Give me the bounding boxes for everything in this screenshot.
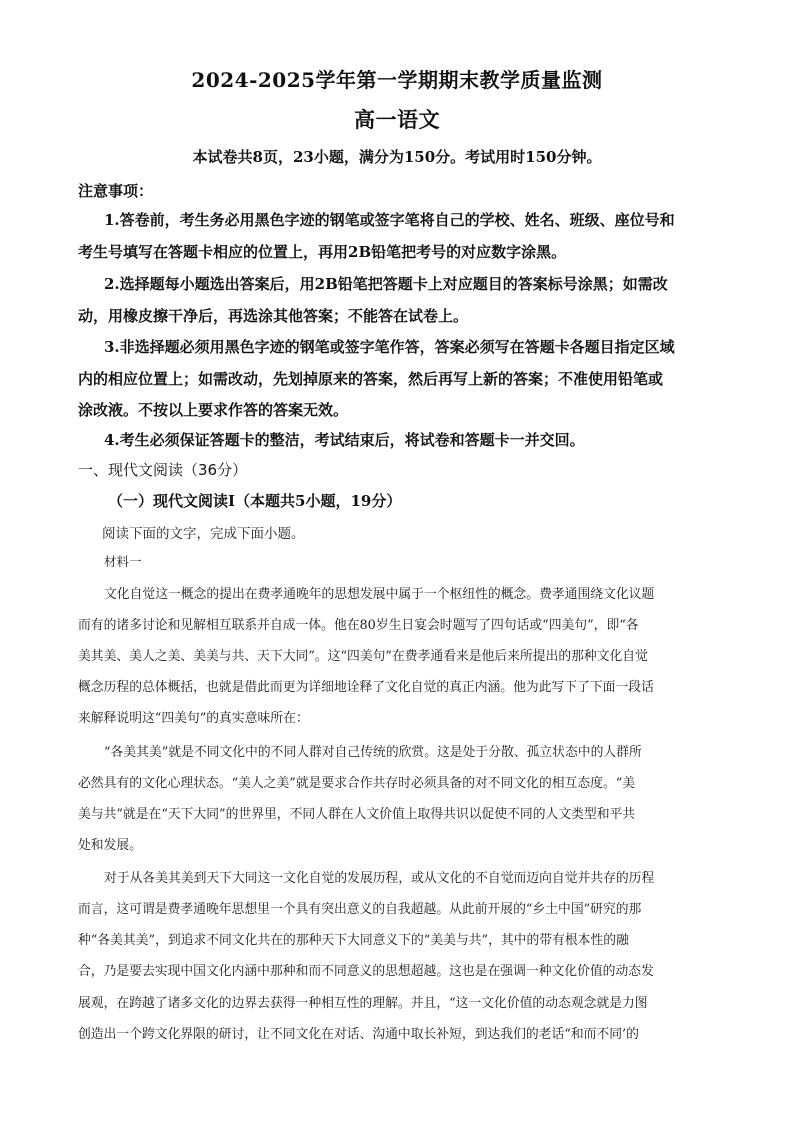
- passage-line: 美其美、美人之美、美美与共、天下大同”。这“四美句”在费孝通看来是他后来所提出的那种文化自觉: [78, 649, 648, 664]
- passage-line: 处和发展。: [78, 838, 142, 853]
- passage-line: 合，乃是要去实现中国文化内涵中那种和而不同意义的思想超越。这也是在强调一种文化价值的动态发: [78, 964, 654, 979]
- passage-line: 创造出一个跨文化界限的研讨，让不同文化在对话、沟通中取长补短，到达我们的老话“和而不同’的: [78, 1027, 639, 1042]
- passage-line: 而有的诸多讨论和见解相互联系并自成一体。他在80岁生日宴会时题写了四句话或“四美句”，即“各: [78, 618, 639, 633]
- passage-line: 来解释说明这“四美句”的真实意味所在：: [78, 711, 309, 726]
- passage-line: 必然具有的文化心理状态。“美人之美”就是要求合作共存时必须具备的对不同文化的相互态度。“美: [78, 776, 636, 791]
- subsection-heading: （一）现代文阅读Ⅰ（本题共5小题，19分）: [108, 492, 402, 510]
- exam-info: 本试卷共8页，23小题，满分为150分。考试用时150分钟。: [192, 148, 602, 166]
- notice-line: 1.答卷前，考生务必用黑色字迹的钢笔或签字笔将自己的学校、姓名、班级、座位号和: [104, 211, 675, 229]
- subject-title: 高一语文: [354, 107, 440, 132]
- notice-line: 3.非选择题必须用黑色字迹的钢笔或签字笔作答，答案必须写在答题卡各题目指定区域: [104, 338, 675, 356]
- passage-line: “各美其美”就是不同文化中的不同人群对自己传统的欣赏。这是处于分散、孤立状态中的人群所: [104, 745, 642, 760]
- notice-line: 4.考生必须保证答题卡的整洁，考试结束后，将试卷和答题卡一并交回。: [104, 431, 585, 449]
- passage-line: 而言，这可谓是费孝通晚年思想里一个具有突出意义的自我超越。从此前开展的“乡土中国”研究的那: [78, 902, 642, 917]
- notice-line: 考生号填写在答题卡相应的位置上，再用2B铅笔把考号的对应数字涂黑。: [78, 243, 567, 261]
- passage-line: 概念历程的总体概括，也就是借此而更为详细地诠释了文化自觉的真正内涵。他为此写下了下面一段话: [78, 680, 654, 695]
- notice-heading: 注意事项：: [78, 182, 154, 200]
- passage-line: 文化自觉这一概念的提出在费孝通晚年的思想发展中属于一个枢纽性的概念。费孝通围绕文化议题: [104, 587, 655, 602]
- notice-line: 2.选择题每小题选出答案后，用2B铅笔把答题卡上对应题目的答案标号涂黑；如需改: [104, 275, 668, 293]
- section-heading: 一、现代文阅读（36分）: [78, 461, 248, 479]
- material-label: 材料一: [104, 554, 142, 569]
- notice-line: 内的相应位置上；如需改动，先划掉原来的答案，然后再写上新的答案；不准使用铅笔或: [78, 370, 664, 388]
- notice-line: 动，用橡皮擦干净后，再选涂其他答案；不能答在试卷上。: [78, 307, 469, 325]
- instruction-text: 阅读下面的文字，完成下面小题。: [102, 526, 305, 542]
- passage-line: 种“各美其美”，到追求不同文化共在的那种天下大同意义下的“美美与共”，其中的带有根本性的融: [78, 933, 629, 948]
- passage-line: 展观，在跨越了诸多文化的边界去获得一种相互性的理解。并且，“这一文化价值的动态观念就是力图: [78, 996, 648, 1011]
- exam-title: 2024-2025学年第一学期期末教学质量监测: [191, 68, 603, 92]
- passage-line: 对于从各美其美到天下大同这一文化自觉的发展历程，或从文化的不自觉而迈向自觉并共存的历程: [104, 871, 655, 886]
- notice-line: 涂改液。不按以上要求作答的答案无效。: [78, 401, 349, 419]
- passage-line: 美与共”就是在“天下大同”的世界里，不同人群在人文价值上取得共识以促使不同的人文类型和平共: [78, 807, 636, 822]
